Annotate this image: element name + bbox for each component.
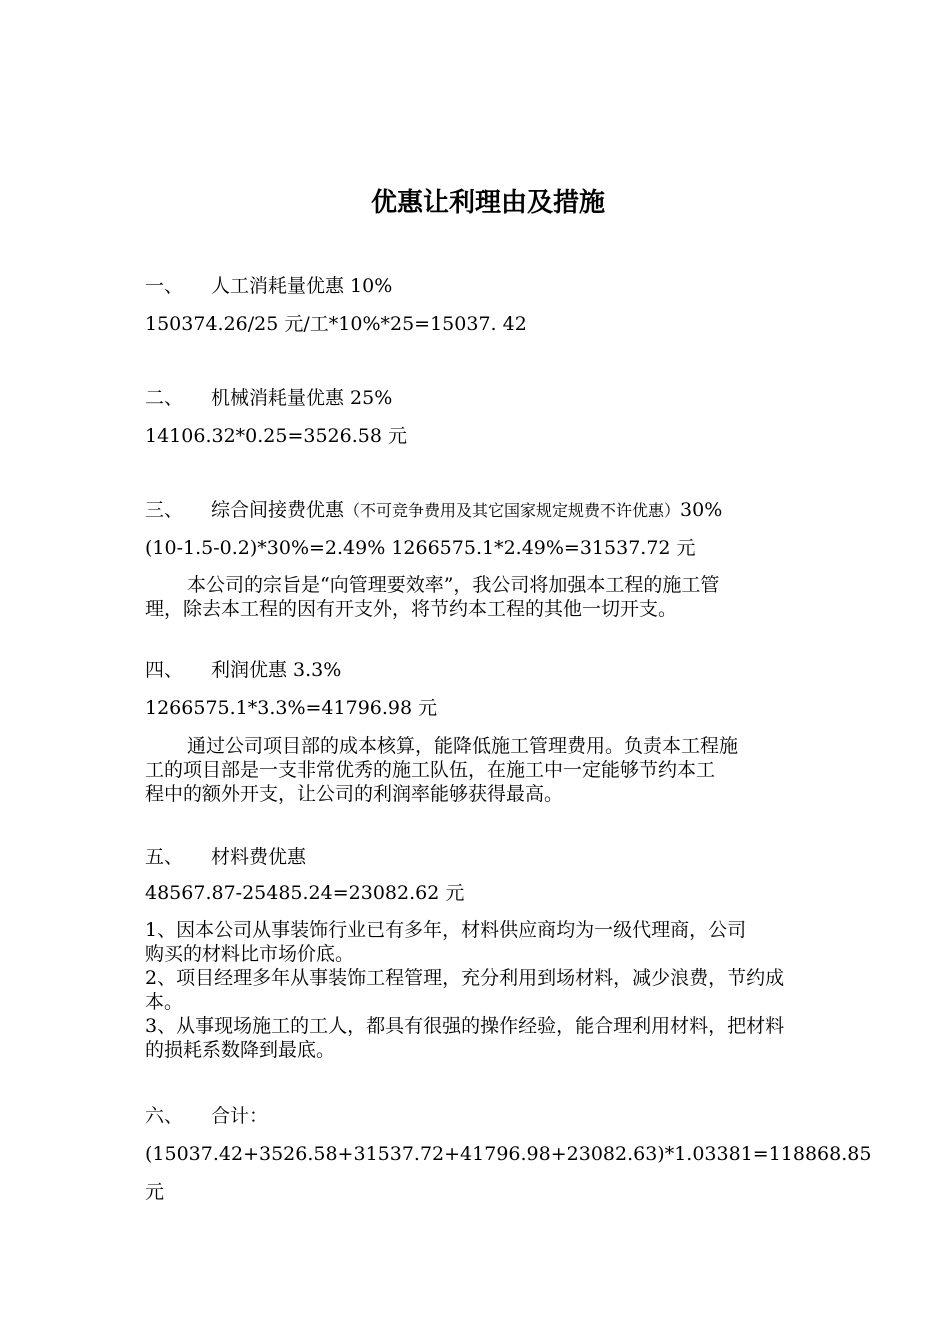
section-number: 三、 <box>145 499 184 521</box>
section-number: 五、 <box>145 846 184 868</box>
section-2-calc: 14106.32*0.25=3526.58 元 <box>145 425 407 447</box>
list-item-line: 1、因本公司从事装饰行业已有多年，材料供应商均为一级代理商，公司 <box>145 919 747 941</box>
section-name: 机械消耗量优惠 25% <box>211 387 393 409</box>
section-name: 利润优惠 3.3% <box>211 659 342 681</box>
paragraph-line: 程中的额外开支，让公司的利润率能够获得最高。 <box>145 783 564 805</box>
section-6-calc-unit: 元 <box>145 1181 165 1203</box>
section-number: 六、 <box>145 1105 184 1127</box>
section-6-calc: (15037.42+3526.58+31537.72+41796.98+23082.63)*1.03381=118868.85 <box>145 1143 872 1165</box>
section-name: 合计： <box>211 1105 269 1127</box>
section-4-calc: 1266575.1*3.3%=41796.98 元 <box>145 697 438 719</box>
list-item-line: 2、项目经理多年从事装饰工程管理，充分利用到场材料，减少浪费，节约成 <box>145 967 785 989</box>
section-number: 二、 <box>145 387 184 409</box>
paragraph-line: 理，除去本工程的因有开支外，将节约本工程的其他一切开支。 <box>145 598 678 620</box>
section-name: 人工消耗量优惠 10% <box>211 275 393 297</box>
section-number: 四、 <box>145 659 184 681</box>
section-name: 材料费优惠 <box>211 846 307 868</box>
paragraph-line: 本公司的宗旨是“向管理要效率”，我公司将加强本工程的施工管 <box>187 574 720 596</box>
section-3-heading <box>145 498 722 523</box>
section-6-heading <box>145 1104 268 1128</box>
section-4-heading <box>145 658 341 682</box>
section-note: （不可竞争费用及其它国家规定规费不许优惠） <box>344 501 681 520</box>
section-5-heading <box>145 845 306 869</box>
section-5-list <box>145 918 860 1062</box>
section-3-paragraph <box>145 573 860 621</box>
paragraph-line: 工的项目部是一支非常优秀的施工队伍，在施工中一定能够节约本工 <box>145 759 716 781</box>
section-number: 一、 <box>145 275 184 297</box>
section-2-heading <box>145 386 392 410</box>
paragraph-line: 通过公司项目部的成本核算，能降低施工管理费用。负责本工程施 <box>187 735 739 757</box>
section-5-calc: 48567.87-25485.24=23082.62 元 <box>145 882 465 904</box>
list-item-line: 购买的材料比市场价底。 <box>145 943 355 965</box>
section-1-calc: 150374.26/25 元/工*10%*25=15037. 42 <box>145 313 527 335</box>
list-item-line: 本。 <box>145 991 184 1013</box>
section-3-calc: (10-1.5-0.2)*30%=2.49% 1266575.1*2.49%=31537.72 元 <box>145 537 696 559</box>
section-name: 综合间接费优惠 <box>211 499 345 521</box>
list-item-line: 3、从事现场施工的工人，都具有很强的操作经验，能合理利用材料，把材料 <box>145 1015 785 1037</box>
section-rate: 30% <box>680 499 723 521</box>
section-4-paragraph <box>145 734 860 806</box>
section-1-heading <box>145 274 392 298</box>
document-title: 优惠让利理由及措施 <box>370 188 605 218</box>
list-item-line: 的损耗系数降到最底。 <box>145 1039 336 1061</box>
